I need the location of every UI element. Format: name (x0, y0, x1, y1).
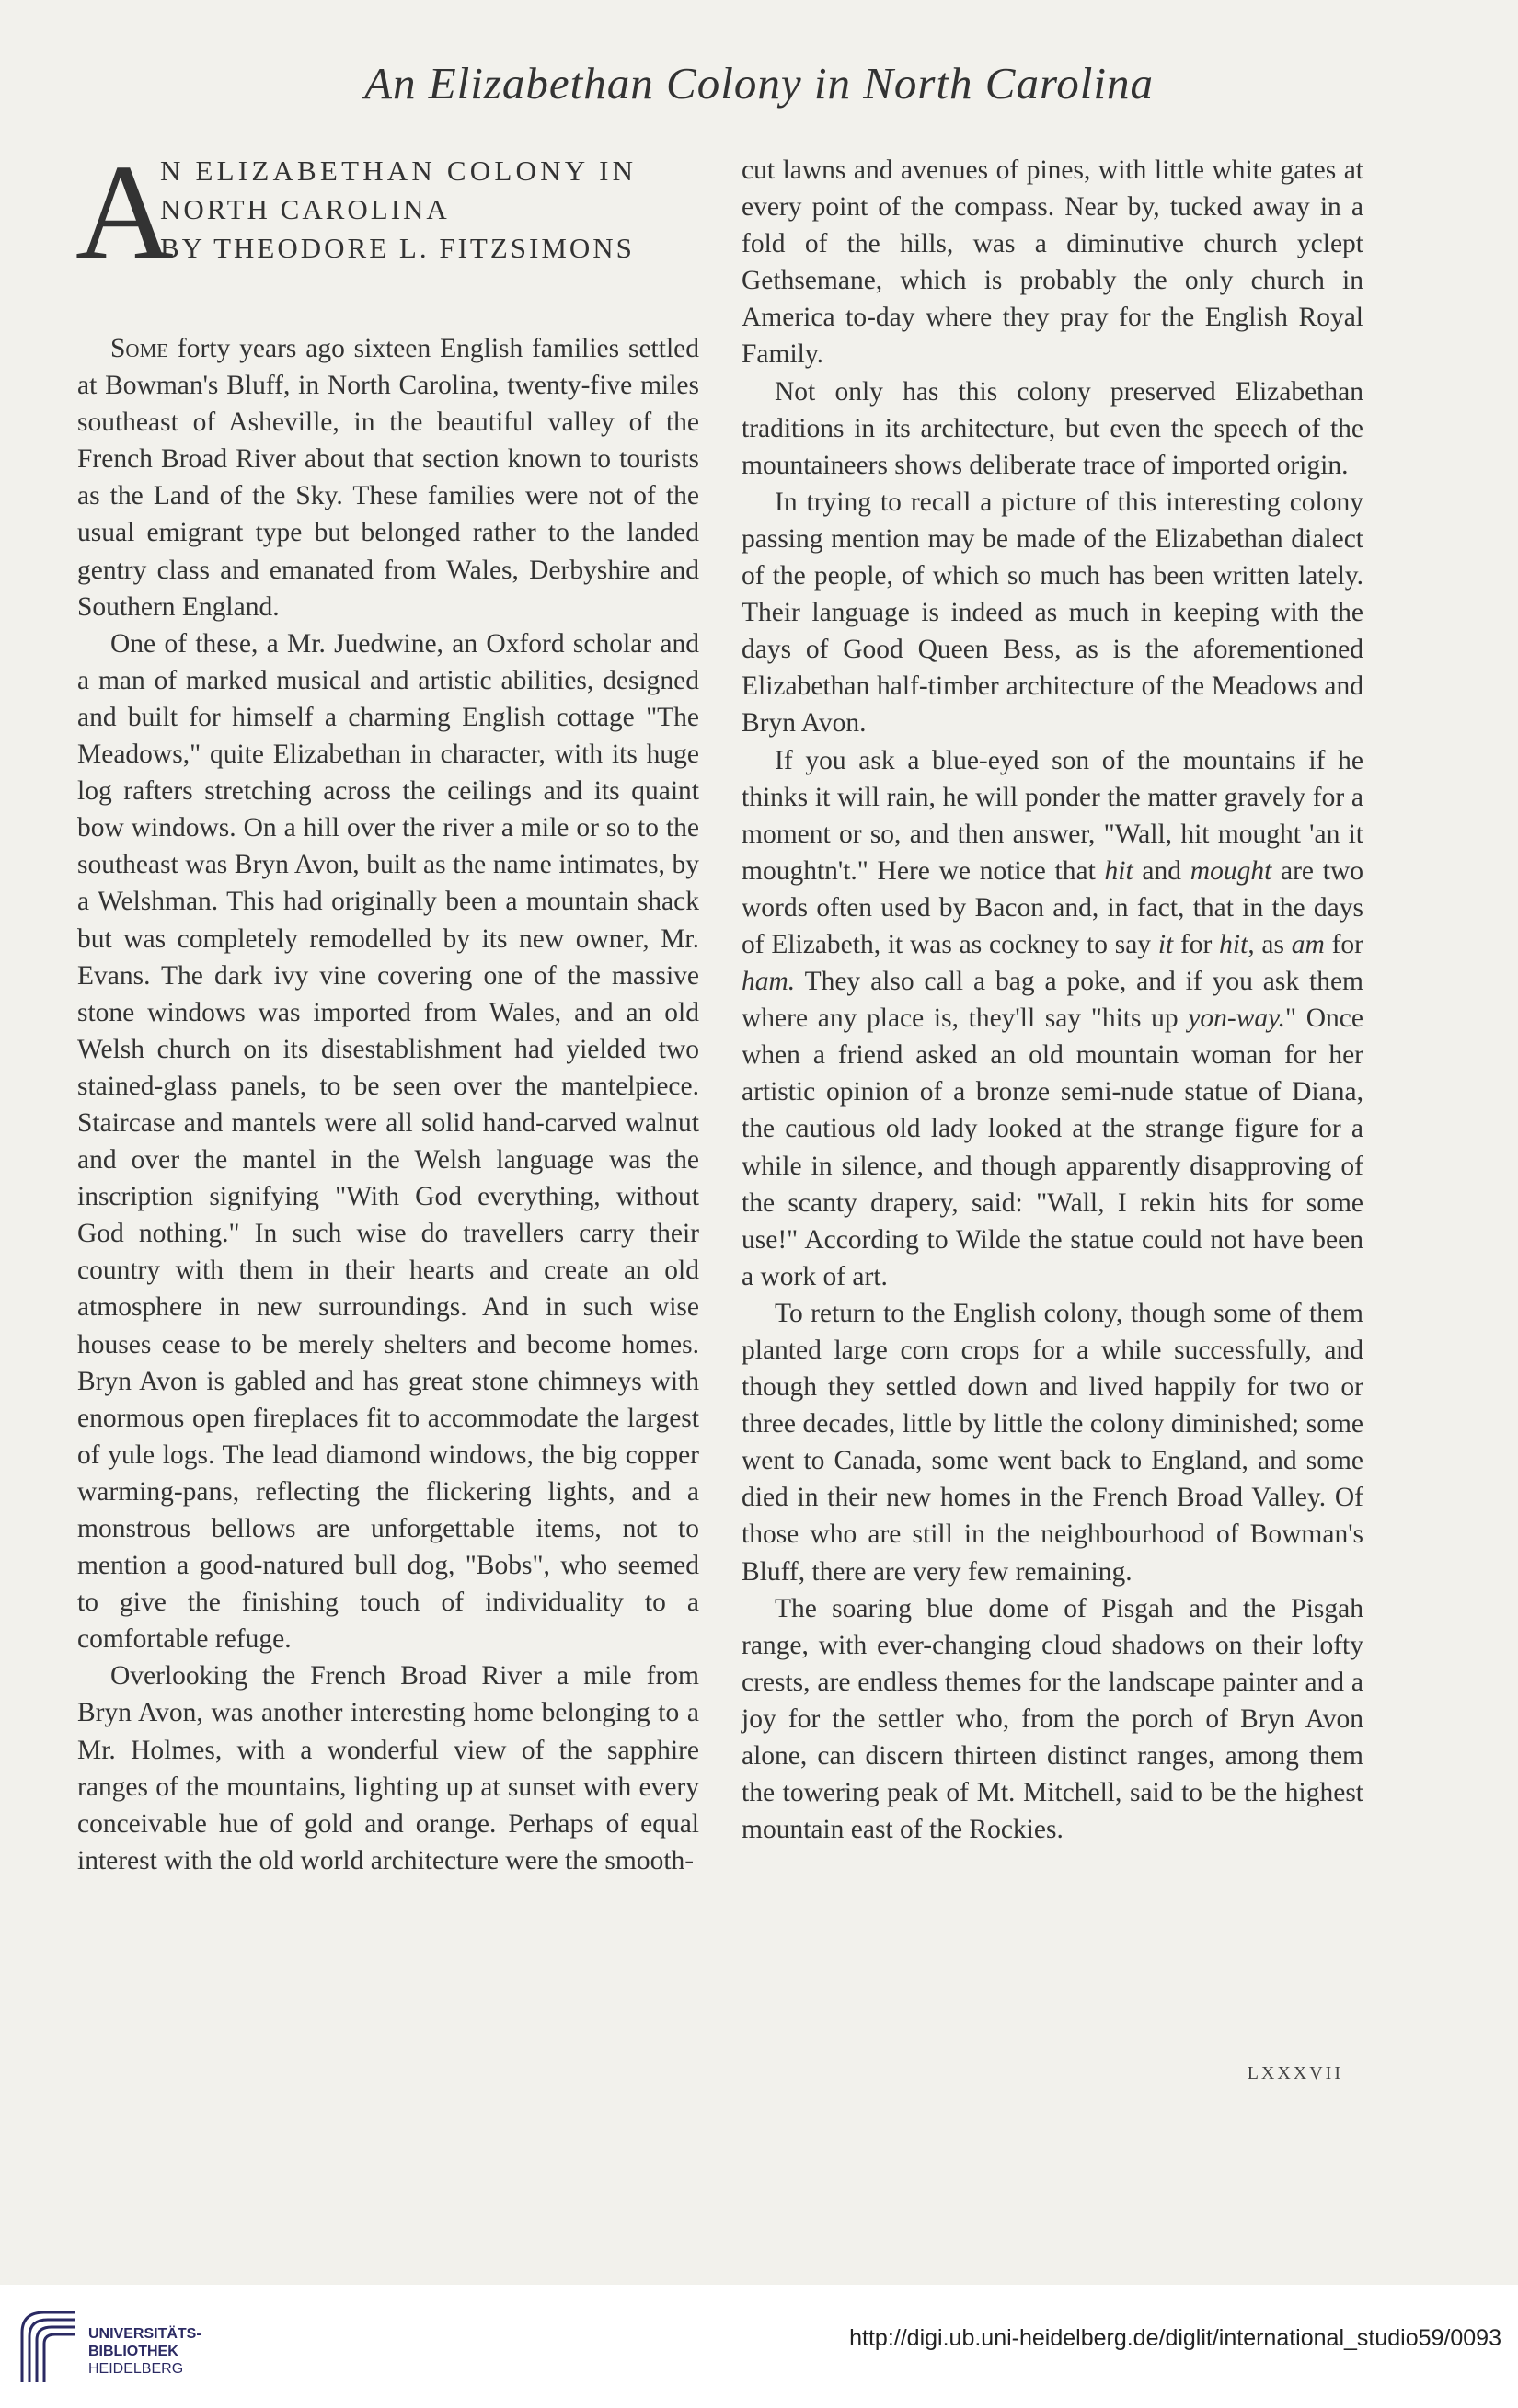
paragraph-1 (77, 330, 699, 625)
source-url-link[interactable]: http://digi.ub.uni-heidelberg.de/diglit/international_studio59/0093 (849, 2325, 1501, 2351)
running-head: An Elizabethan Colony in North Carolina (364, 58, 1154, 109)
p6-italic-hit: hit (1104, 855, 1133, 886)
article-title-block (75, 137, 699, 288)
drop-cap: A (75, 137, 174, 288)
p6-italic-am: am (1291, 929, 1325, 959)
p6-text-e: as (1254, 929, 1292, 959)
library-logo-text (88, 2325, 201, 2378)
logo-line-1: UNIVERSITÄTS- (88, 2326, 201, 2342)
paragraph-3: Overlooking the French Broad River a mile from Bryn Avon, was another interesting home belonging to a Mr. Holmes, with a wonderful view of the sapphire ranges of the mountains, lighting up at sunset with every conceivable hue of gold and orange. Perhaps of equal interest with the old world architecture were the smooth- (77, 1661, 699, 1875)
paragraph-6 (742, 742, 1363, 1295)
logo-line-3: HEIDELBERG (88, 2361, 184, 2377)
page-number: LXXXVII (1247, 2063, 1343, 2083)
paragraph-5: In trying to recall a picture of this interesting colony passing mention may be made of the Elizabethan dialect of the people, of which so much has been written lately. Their language is indeed as much in keeping with the days of Good Queen Bess, as is the aforementioned Elizabethan half-timber architecture of the Meadows and Bryn Avon. (742, 487, 1363, 739)
p6-italic-hit-2: hit, (1219, 929, 1255, 959)
p6-italic-mought: mought (1190, 855, 1272, 886)
paragraph-2: One of these, a Mr. Juedwine, an Oxford scholar and a man of marked musical and artistic abilities, designed and built for himself a charming English cottage "The Meadows," quite Elizabethan in character, with its huge log rafters stretching across the ceilings and its quaint bow windows. On a hill over the river a mile or so to the southeast was Bryn Avon, built as the name intimates, by a Welshman. This had originally been a mountain shack but was completely remodelled by its new owner, Mr. Evans. The dark ivy vine covering one of the massive stone windows was imported from Wales, and an old Welsh church on its disestablishment had yielded two stained-glass panels, to be seen over the mantelpiece. Staircase and mantels were all solid hand-carved walnut and over the mantel in the Welsh language was the inscription signifying "With God everything, without God nothing." In such wise do travellers carry their country with them in their hearts and create an old atmosphere in new surroundings. And in such wise houses cease to be merely shelters and become homes. Bryn Avon is gabled and has great stone chimneys with enormous open fireplaces fit to accommodate the largest of yule logs. The lead diamond windows, the big copper warming-pans, reflecting the flickering lights, and a monstrous bellows are unforgettable items, not to mention a good-natured bull dog, "Bobs", who seemed to give the finishing touch of individuality to a comfortable refuge. (77, 628, 699, 1655)
paragraph-1-lead: Some (110, 334, 169, 363)
article-title (160, 152, 637, 268)
p6-italic-ham: ham. (742, 967, 796, 997)
library-logo-icon (17, 2305, 81, 2388)
left-column (75, 137, 699, 1879)
paragraph-3-continued: cut lawns and avenues of pines, with little white gates at every point of the compass. Near by, tucked away in a fold of the hills, was a diminutive church yclept Gethsemane, which is probably the only church in America to-day where they pray for the English Royal Family. (742, 155, 1363, 370)
right-column (742, 152, 1363, 1848)
paragraph-1-text: forty years ago sixteen English families settled at Bowman's Bluff, in North Carolina, twenty-five miles southeast of Asheville, in the beautiful valley of the French Broad River about that section known to tourists as the Land of the Sky. These families were not of the usual emigrant type but belonged rather to the landed gentry class and emanated from Wales, Derbyshire and Southern England. (77, 334, 699, 622)
paragraph-8: The soaring blue dome of Pisgah and the Pisgah range, with ever-changing cloud shadows on their lofty crests, are endless themes for the landscape painter and a joy for the settler who, from the porch of Bryn Avon alone, can discern thirteen distinct ranges, among them the towering peak of Mt. Mitchell, said to be the highest mountain east of the Rockies. (742, 1593, 1363, 1845)
p6-text-h: " Once when a friend asked an old mountain woman for her artistic opinion of a bronze semi-nude statue of Diana, the cautious old lady looked at the strange figure for a while in silence, and though apparently disapproving of the scanty drapery, said: "Wall, I rekin hits for some use!" According to Wilde the statue could not have been a work of art. (742, 1003, 1363, 1291)
p6-text-a: If you ask a blue-eyed son of the mountains if he thinks it will rain, he will ponder the matter gravely for a moment or so, and then answer, "Wall, hit mought 'an it moughtn't." Here we notice that (742, 745, 1363, 886)
p6-text-d: for (1173, 929, 1220, 959)
p6-italic-yon-way: yon-way. (1188, 1003, 1286, 1034)
title-line-1: N ELIZABETHAN COLONY IN (160, 155, 638, 187)
p6-text-g: They also call a bag a poke, and if you ask them where any place is, they'll say "hits up (742, 967, 1363, 1034)
title-line-2: NORTH CAROLINA (160, 193, 450, 225)
paragraph-4: Not only has this colony preserved Elizabethan traditions in its architecture, but even the speech of the mountaineers shows deliberate trace of imported origin. (742, 376, 1363, 480)
logo-line-2: BIBLIOTHEK (88, 2344, 178, 2359)
p6-text-b: and (1133, 855, 1190, 886)
p6-text-c: are two words often used by Bacon and, in fact, that in the days of Elizabeth, it was as cockney to say (742, 855, 1363, 959)
p6-text-f: for (1324, 929, 1363, 959)
paragraph-7: To return to the English colony, though some of them planted large corn crops for a while successfully, and though they settled down and lived happily for two or three decades, little by little the colony diminished; some went to Canada, some went back to England, and some died in their new homes in the French Broad Valley. Of those who are still in the neighbourhood of Bowman's Bluff, there are very few remaining. (742, 1298, 1363, 1587)
byline: BY THEODORE L. FITZSIMONS (160, 232, 635, 264)
footer-bar (0, 2285, 1518, 2408)
p6-italic-it: it (1157, 929, 1174, 959)
